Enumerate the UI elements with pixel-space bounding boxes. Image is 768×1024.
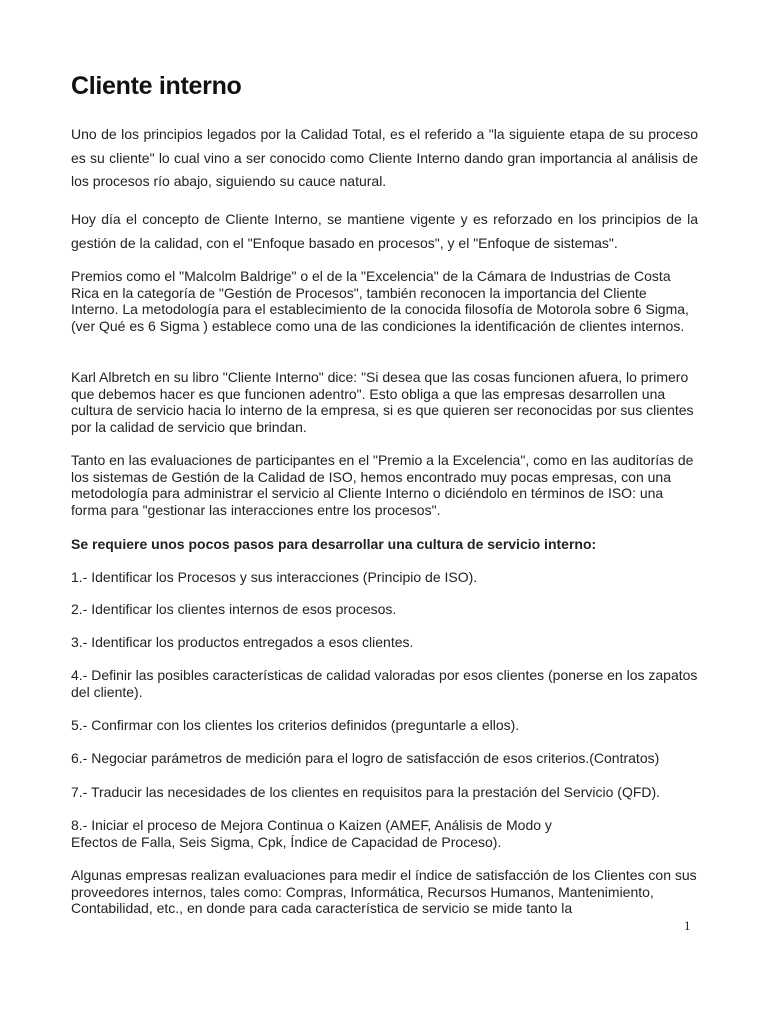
step-item: 7.- Traducir las necesidades de los clientes en requisitos para la prestación del Servicio (QFD). [71,784,661,800]
paragraph-intro: Uno de los principios legados por la Calidad Total, es el referido a "la siguiente etapa de su proceso es su cliente" lo cual vino a ser conocido como Cliente Interno dando gran importancia al análisis de los procesos río abajo, siguiendo su cauce natural. [71,126,698,189]
paragraph-albretch: Karl Albretch en su libro "Cliente Interno" dice: "Si desea que las cosas funcionen afuera, lo primero que debemos hacer es que funcionen adentro". Esto obliga a que las empresas desarrollen una cultura de servicio hacia lo interno de la empresa, si es que quieren ser reconocidas por sus clientes por la calidad de servicio que brindan. [71,369,694,435]
page-title: Cliente interno [71,72,242,100]
paragraph-concept: Hoy día el concepto de Cliente Interno, se mantiene vigente y es reforzado en los principios de la gestión de la calidad, con el "Enfoque basado en procesos", y el "Enfoque de sistemas". [71,211,698,251]
steps-heading: Se requiere unos pocos pasos para desarrollar una cultura de servicio interno: [71,536,597,552]
step-item: 2.- Identificar los clientes internos de esos procesos. [71,601,397,617]
paragraph-closing: Algunas empresas realizan evaluaciones para medir el índice de satisfacción de los Clientes con sus proveedores internos, tales como: Compras, Informática, Recursos Humanos, Mantenimiento, Contabilidad, etc., en donde para cada característica de servicio se mide tanto la [71,867,697,916]
step-item: 6.- Negociar parámetros de medición para el logro de satisfacción de esos criterios.(Contratos) [71,750,660,766]
paragraph-awards: Premios como el "Malcolm Baldrige" o el de la "Excelencia" de la Cámara de Industrias de Costa Rica en la categoría de "Gestión de Procesos", también reconocen la importancia del Cliente Interno. La metodología para el establecimiento de la conocida filosofía de Motorola sobre 6 Sigma, (ver Qué es 6 Sigma ) establece como una de las condiciones la identificación de clientes internos. [71,268,689,334]
step-item: 3.- Identificar los productos entregados a esos clientes. [71,634,414,650]
step-item: 5.- Confirmar con los clientes los criterios definidos (preguntarle a ellos). [71,717,520,733]
page-number: 1 [684,918,691,933]
step-item: 1.- Identificar los Procesos y sus interacciones (Principio de ISO). [71,569,478,585]
step-item: 4.- Definir las posibles características de calidad valoradas por esos clientes (ponerse en los zapatos del cliente). [71,667,698,700]
paragraph-evaluations: Tanto en las evaluaciones de participantes en el "Premio a la Excelencia", como en las auditorías de los sistemas de Gestión de la Calidad de ISO, hemos encontrado muy pocas empresas, con una metodología para administrar el servicio al Cliente Interno o diciéndolo en términos de ISO: una forma para "gestionar las interacciones entre los procesos". [71,452,694,518]
step-item: 8.- Iniciar el proceso de Mejora Continua o Kaizen (AMEF, Análisis de Modo y Efectos de Falla, Seis Sigma, Cpk, Índice de Capacidad de Proceso). [71,817,552,850]
